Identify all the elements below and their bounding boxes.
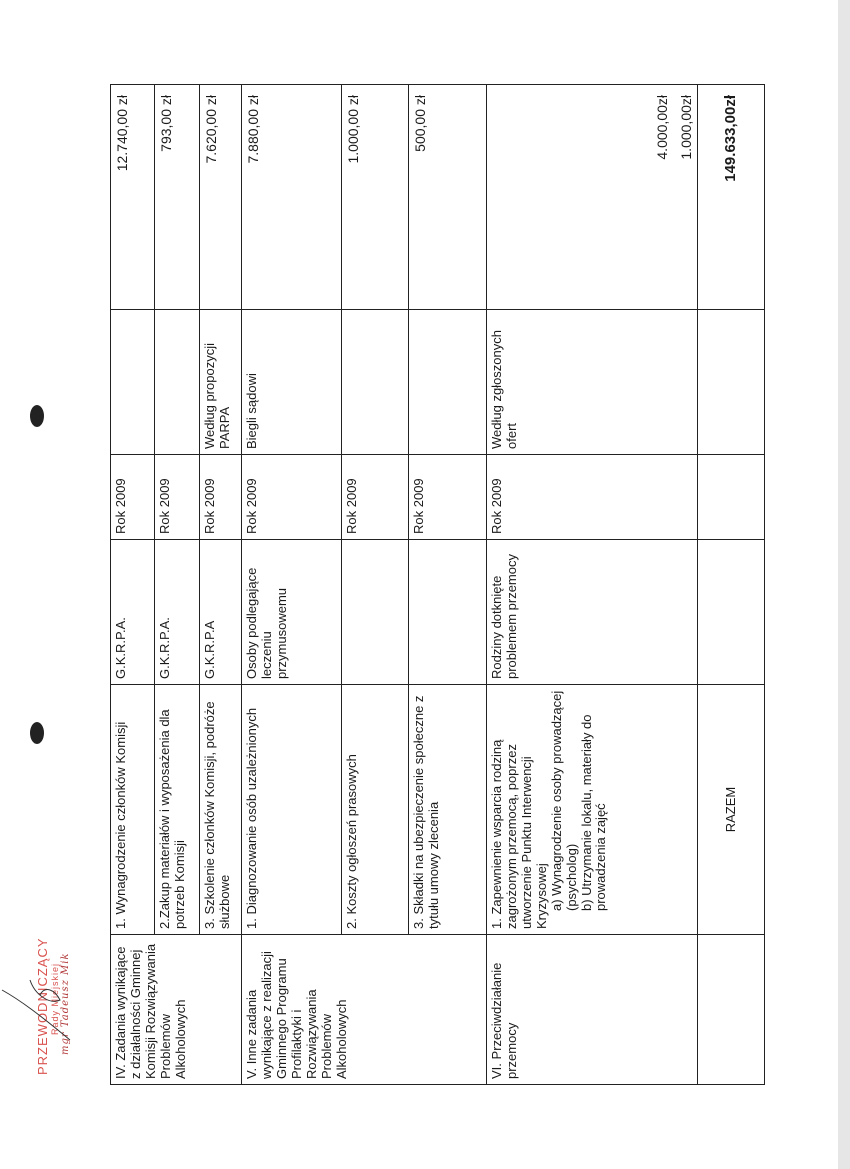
recipient-cell: G.K.R.P.A. [155, 540, 199, 685]
amount-cell: 12.740,00 zł [111, 85, 155, 310]
empty-cell [698, 455, 765, 540]
section-v-title-cell [242, 935, 487, 1085]
amount-cell: 7.880,00 zł [242, 85, 342, 310]
section-title: Inne zadania wynikające z realizacji Gminnego Programu Profilaktyki i Rozwiązywania Problemów Alkoholowych [244, 951, 349, 1079]
task-cell: 2. Koszty ogłoszeń prasowych [342, 685, 409, 935]
method-cell: Według zgłoszonych ofert [486, 310, 697, 455]
method-cell [342, 310, 409, 455]
recipient-cell [409, 540, 487, 685]
amount-cell: 500,00 zł [409, 85, 487, 310]
scan-edge [838, 0, 850, 1169]
task-cell: 1. Diagnozowanie osób uzależnionych [242, 685, 342, 935]
amount-cell: 1.000,00 zł [342, 85, 409, 310]
main-task: 1. Zapewnienie wsparcia rodziną zagrożonym przemocą, poprzez utworzenie Punktu Interwencji Kryzysowej [488, 739, 549, 929]
total-row [698, 85, 765, 1085]
section-number: VI. [488, 1063, 504, 1079]
task-cell: 2.Zakup materiałów i wyposażenia dla potrzeb Komisji [155, 685, 199, 935]
sub-task-b: b) Utrzymanie lokalu, materiały do prowadzenia zajęć [578, 714, 609, 911]
amount-a: 4.000,00zł [654, 95, 671, 160]
total-amount: 149.633,00zł [698, 85, 765, 310]
stamp-name: mgr Tadeusz Mik [60, 952, 71, 1055]
section-iv-title-cell [111, 935, 242, 1085]
budget-table [110, 84, 765, 1085]
period-cell: Rok 2009 [155, 455, 199, 540]
punch-hole [30, 405, 44, 427]
section-number: V. [244, 1067, 260, 1079]
amount-b: 1.000,00zł [678, 95, 695, 160]
empty-cell [698, 935, 765, 1085]
task-cell: 3. Szkolenie członków Komisji, podróże służbowe [199, 685, 241, 935]
recipient-cell: G.K.R.P.A [199, 540, 241, 685]
recipient-cell [342, 540, 409, 685]
table-row [242, 85, 342, 1085]
task-cell [486, 685, 697, 935]
period-cell: Rok 2009 [409, 455, 487, 540]
table-row [111, 85, 155, 1085]
amount-cell [486, 85, 697, 310]
section-title: Zadania wynikające z działalności Gminnej Komisji Rozwiązywania Problemów Alkoholowych [113, 943, 188, 1079]
table-row [486, 85, 697, 1085]
stamp-title: PRZEWODNICZĄCY [35, 937, 50, 1075]
method-cell [155, 310, 199, 455]
method-cell [111, 310, 155, 455]
stamp-council: Rady Miejskiej [50, 962, 60, 1035]
budget-table-rotated [110, 85, 765, 1085]
amount-cell: 7.620,00 zł [199, 85, 241, 310]
section-number: IV. [113, 1064, 128, 1079]
total-label: RAZEM [698, 685, 765, 935]
sub-task-a: a) Wynagrodzenie osoby prowadzącej (psycholog) [548, 690, 579, 911]
period-cell: Rok 2009 [242, 455, 342, 540]
section-vi-title-cell [486, 935, 697, 1085]
period-cell: Rok 2009 [111, 455, 155, 540]
section-title: Przeciwdziałanie przemocy [488, 962, 519, 1079]
recipient-cell: Rodziny dotknięte problemem przemocy [486, 540, 697, 685]
recipient-cell: Osoby podlegające leczeniu przymusowemu [242, 540, 342, 685]
period-cell: Rok 2009 [342, 455, 409, 540]
method-cell: Według propozycji PARPA [199, 310, 241, 455]
empty-cell [698, 310, 765, 455]
empty-cell [698, 540, 765, 685]
task-cell: 1. Wynagrodzenie członków Komisji [111, 685, 155, 935]
method-cell: Biegli sądowi [242, 310, 342, 455]
method-cell [409, 310, 487, 455]
recipient-cell: G.K.R.P.A. [111, 540, 155, 685]
punch-hole [30, 722, 44, 744]
signature-mark [0, 960, 80, 1050]
task-cell: 3. Składki na ubezpieczenie społeczne z tytułu umowy zlecenia [409, 685, 487, 935]
period-cell: Rok 2009 [486, 455, 697, 540]
amount-cell: 793,00 zł [155, 85, 199, 310]
period-cell: Rok 2009 [199, 455, 241, 540]
